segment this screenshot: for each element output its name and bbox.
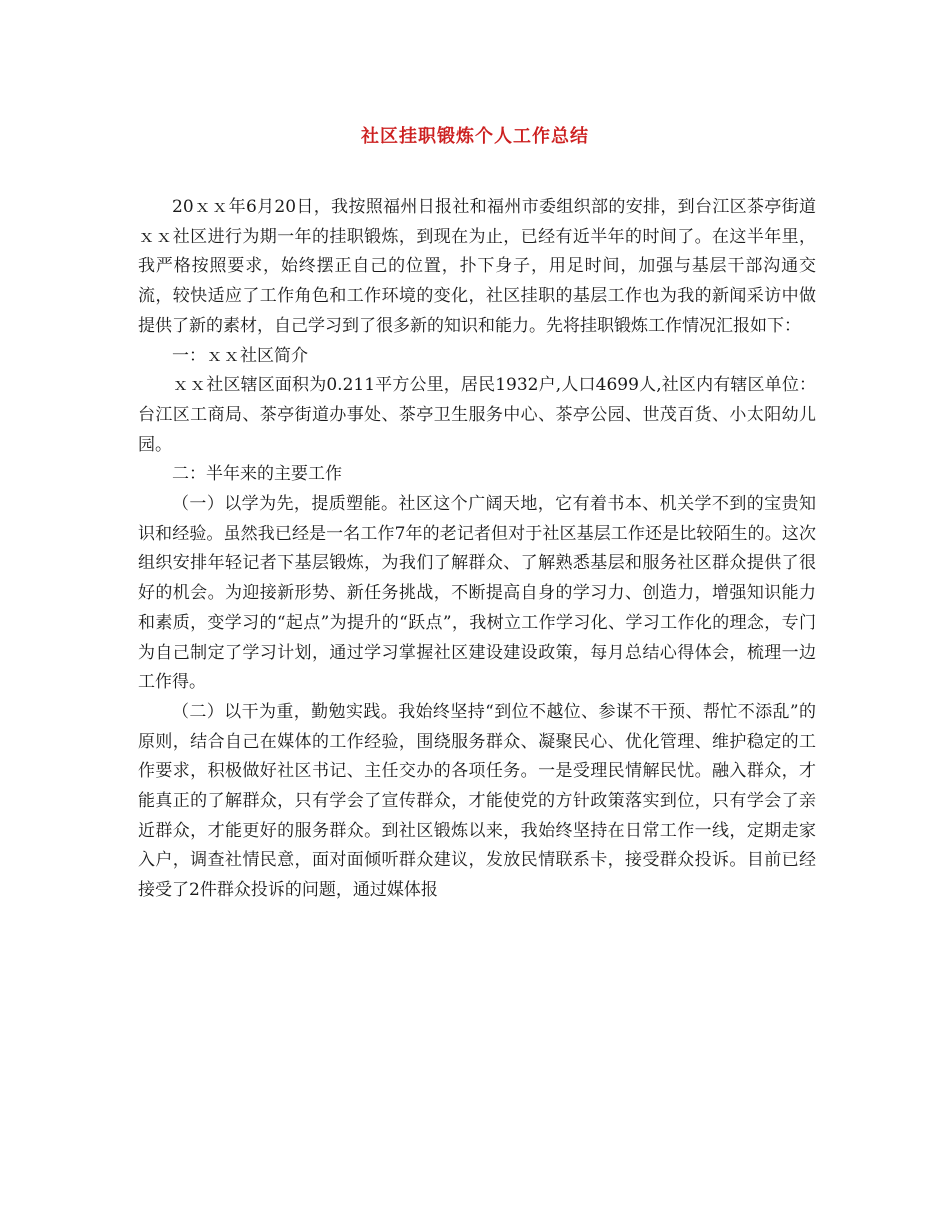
section-heading-community-intro: 一：ｘｘ社区简介 xyxy=(172,345,308,366)
paragraph-study-first: （一）以学为先，提质塑能。社区这个广阔天地，它有着书本、机关学不到的宝贵知识和经验。虽然我已经是一名工作7年的老记者但对于社区基层工作还是比较陌生的。这次组织安排年轻记者下基层锻炼，为我们了解群众、了解熟悉基层和服务社区群众提供了很好的机会。为迎接新形势、新任务挑战，不断提高自身的学习力、创造力，增强知识能力和素质，变学习的“起点”为提升的“跃点”，我树立工作学习化、学习工作化的理念，专门为自己制定了学习计划，通过学习掌握社区建设建设政策，每月总结心得体会，梳理一边工作得。 xyxy=(138,494,816,693)
paragraph-intro: 20ｘｘ年6月20日，我按照福州日报社和福州市委组织部的安排，到台江区茶亭街道ｘｘ社区进行为期一年的挂职锻炼，到现在为止，已经有近半年的时间了。在这半年里，我严格按照要求，始终摆正自己的位置，扑下身子，用足时间，加强与基层干部沟通交流，较快适应了工作角色和工作环境的变化，社区挂职的基层工作也为我的新闻采访中做提供了新的素材，自己学习到了很多新的知识和能力。先将挂职锻炼工作情况汇报如下： xyxy=(138,197,816,336)
section-heading-main-work: 二：半年来的主要工作 xyxy=(172,464,342,485)
document-body xyxy=(138,193,816,906)
paragraph-community-intro: ｘｘ社区辖区面积为0.211平方公里，居民1932户,人口4699人,社区内有辖区单位：台江区工商局、茶亭街道办事处、茶亭卫生服务中心、茶亭公园、世茂百货、小太阳幼儿园。 xyxy=(138,375,816,455)
paragraph-work-practice: （二）以干为重，勤勉实践。我始终坚持“到位不越位、参谋不干预、帮忙不添乱”的原则，结合自己在媒体的工作经验，围绕服务群众、凝聚民心、优化管理、维护稳定的工作要求，积极做好社区书记、主任交办的各项任务。一是受理民情解民忧。融入群众，才能真正的了解群众，只有学会了宣传群众，才能使党的方针政策落实到位，只有学会了亲近群众，才能更好的服务群众。到社区锻炼以来，我始终坚持在日常工作一线，定期走家入户，调查社情民意，面对面倾听群众建议，发放民情联系卡，接受群众投诉。目前已经接受了2件群众投诉的问题，通过媒体报 xyxy=(138,701,816,901)
document-title: 社区挂职锻炼个人工作总结 xyxy=(361,126,589,147)
